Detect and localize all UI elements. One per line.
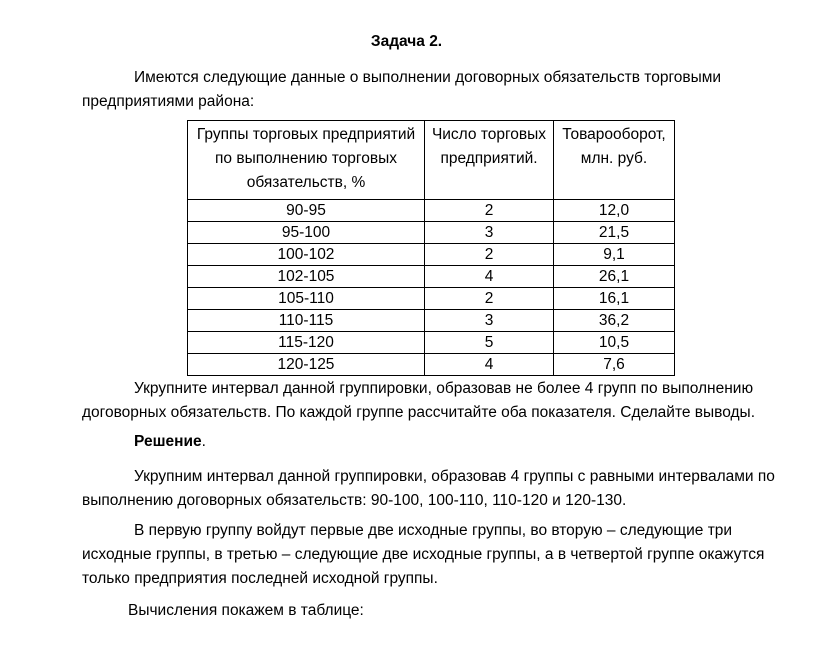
intro-paragraph: Имеются следующие данные о выполнении договорных обязательств торговыми предприятиями района: xyxy=(82,69,722,110)
header-turnover: Товарооборот, млн. руб. xyxy=(554,121,675,200)
cell-group: 95-100 xyxy=(188,222,425,244)
cell-count: 2 xyxy=(425,244,554,266)
cell-count: 4 xyxy=(425,266,554,288)
table-row xyxy=(188,354,675,376)
cell-turnover: 10,5 xyxy=(554,332,675,354)
solution-heading: Решение. xyxy=(134,433,206,450)
table-row xyxy=(188,222,675,244)
cell-count: 2 xyxy=(425,288,554,310)
solution-paragraph-2: В первую группу войдут первые две исходные группы, во вторую – следующие три исходные группы, в третью – следующие две исходные группы, а в четвертой группе окажутся только предприятия последней исходной группы. xyxy=(82,522,765,587)
table-row xyxy=(188,288,675,310)
cell-group: 115-120 xyxy=(188,332,425,354)
solution-label: Решение xyxy=(134,433,202,450)
table-header-row xyxy=(188,121,675,200)
cell-group: 90-95 xyxy=(188,200,425,222)
cell-count: 3 xyxy=(425,310,554,332)
task-title: Задача 2. xyxy=(370,33,443,50)
cell-count: 4 xyxy=(425,354,554,376)
cell-group: 110-115 xyxy=(188,310,425,332)
solution-paragraph-3: Вычисления покажем в таблице: xyxy=(128,602,364,619)
cell-turnover: 12,0 xyxy=(554,200,675,222)
table-row xyxy=(188,266,675,288)
cell-group: 105-110 xyxy=(188,288,425,310)
cell-turnover: 21,5 xyxy=(554,222,675,244)
header-groups: Группы торговых предприятий по выполнению торговых обязательств, % xyxy=(188,121,425,200)
header-count: Число торговых предприятий. xyxy=(425,121,554,200)
cell-turnover: 36,2 xyxy=(554,310,675,332)
cell-count: 2 xyxy=(425,200,554,222)
cell-count: 3 xyxy=(425,222,554,244)
table-row xyxy=(188,244,675,266)
solution-paragraph-1: Укрупним интервал данной группировки, образовав 4 группы с равными интервалами по выполнению договорных обязательств: 90-100, 100-110, 110-120 и 120-130. xyxy=(82,468,775,509)
cell-turnover: 7,6 xyxy=(554,354,675,376)
source-data-table xyxy=(187,120,675,376)
cell-turnover: 9,1 xyxy=(554,244,675,266)
task-paragraph: Укрупните интервал данной группировки, образовав не более 4 групп по выполнению договорных обязательств. По каждой группе рассчитайте оба показателя. Сделайте выводы. xyxy=(82,380,756,421)
cell-turnover: 26,1 xyxy=(554,266,675,288)
table-row xyxy=(188,332,675,354)
cell-group: 100-102 xyxy=(188,244,425,266)
cell-group: 120-125 xyxy=(188,354,425,376)
cell-group: 102-105 xyxy=(188,266,425,288)
table-row xyxy=(188,310,675,332)
table-row xyxy=(188,200,675,222)
cell-count: 5 xyxy=(425,332,554,354)
cell-turnover: 16,1 xyxy=(554,288,675,310)
